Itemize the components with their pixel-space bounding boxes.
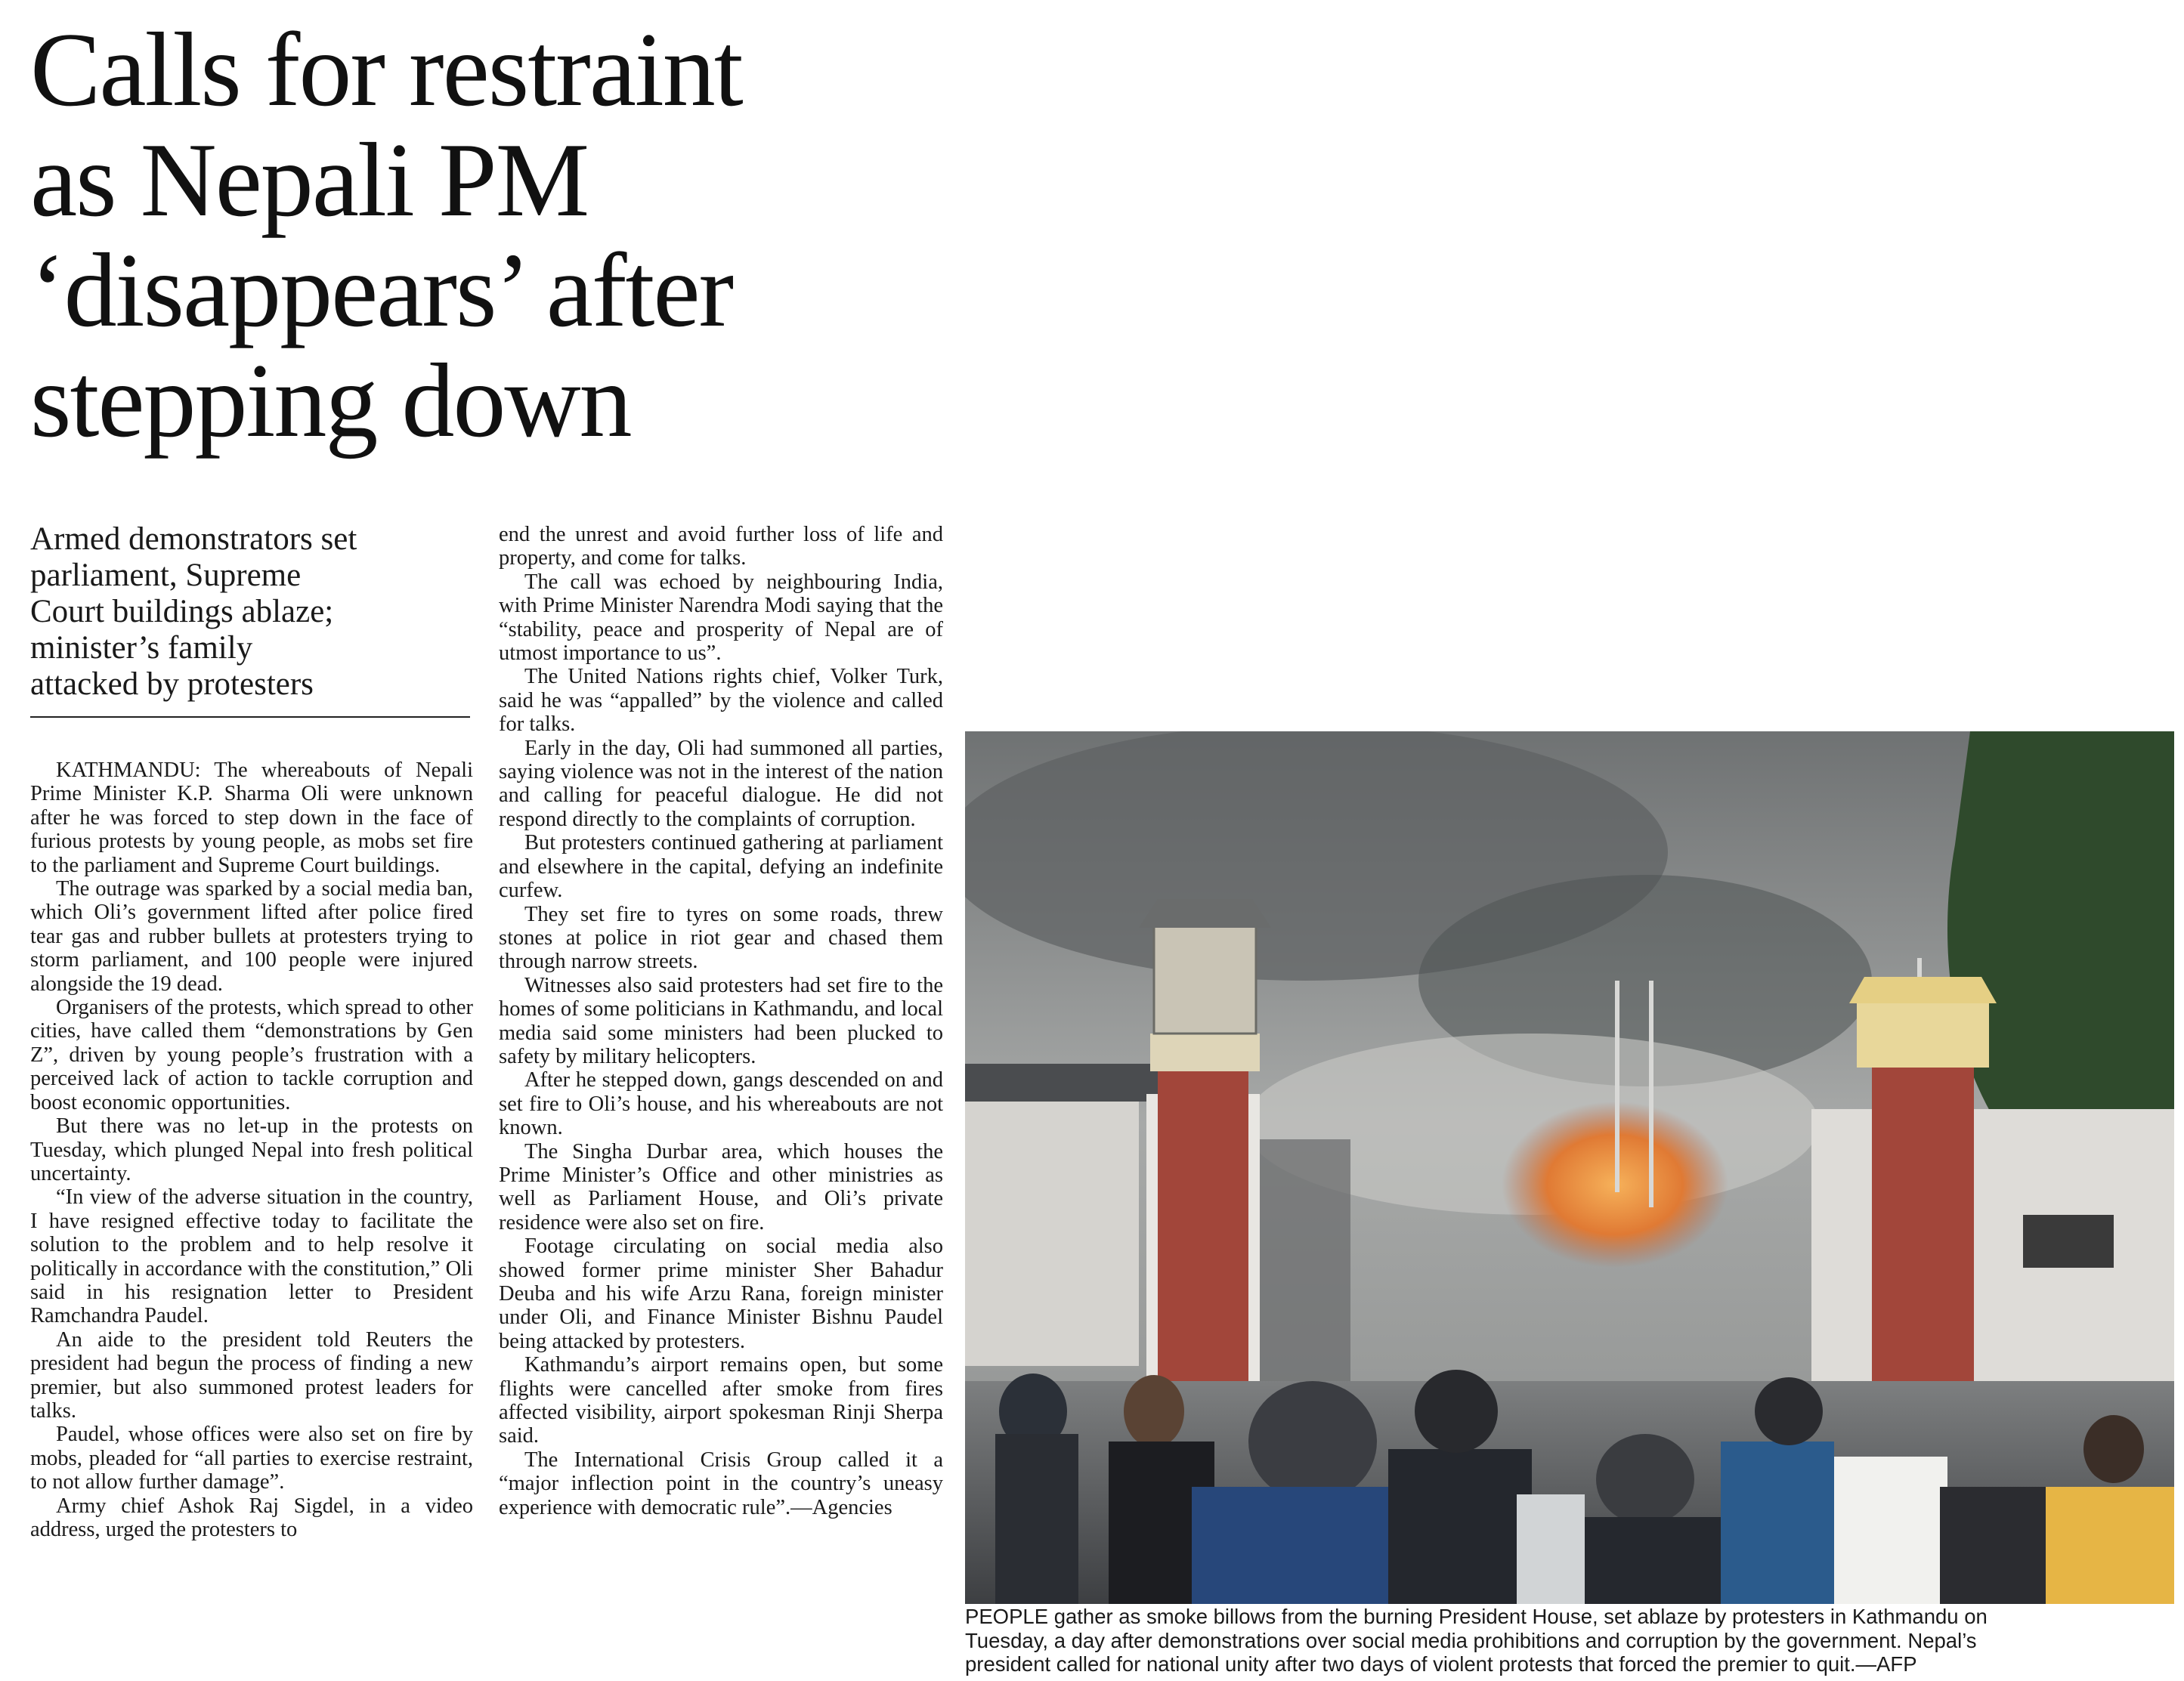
- news-photo: [965, 731, 2174, 1604]
- subheadline-deck: [30, 521, 470, 718]
- paragraph: They set fire to tyres on some roads, threw stones at police in riot gear and chased them through narrow streets.: [499, 902, 943, 974]
- body-column-1: [30, 759, 473, 1541]
- right-tower-crown: [1849, 977, 1997, 1003]
- paragraph: After he stepped down, gangs descended on and set fire to Oli’s house, and his whereabouts are not known.: [499, 1068, 943, 1140]
- left-gate: [1260, 1139, 1350, 1411]
- plaque: [2023, 1215, 2114, 1268]
- paragraph: Witnesses also said protesters had set fire to the homes of some politicians in Kathmandu, and local media said some ministers had been plucked to safety by military helicopters.: [499, 973, 943, 1068]
- deck-line: minister’s family: [30, 630, 253, 666]
- left-tower-collar: [1150, 1034, 1260, 1071]
- left-wall: [965, 1079, 1139, 1366]
- headline-line: ‘disappears’ after: [30, 232, 733, 349]
- paragraph: But protesters continued gathering at parliament and elsewhere in the capital, defying an indefinite curfew.: [499, 831, 943, 903]
- paragraph-continued: end the unrest and avoid further loss of life and property, and come for talks.: [499, 523, 943, 570]
- headline-line: stepping down: [30, 342, 631, 459]
- left-roof: [965, 1064, 1162, 1102]
- headline-line: Calls for restraint: [30, 11, 742, 128]
- deck-line: attacked by protesters: [30, 666, 314, 702]
- left-tower-roof: [1139, 899, 1271, 928]
- left-tower-cabin: [1154, 920, 1256, 1034]
- headline: [30, 11, 937, 459]
- flagpole: [1649, 981, 1653, 1207]
- paragraph: Paudel, whose offices were also set on fire by mobs, pleaded for “all parties to exercise restraint, to not allow further damage”.: [30, 1423, 473, 1494]
- paragraph: An aide to the president told Reuters the president had begun the process of finding a new premier, but also summoned protest leaders for talks.: [30, 1327, 473, 1423]
- paragraph: KATHMANDU: The whereabouts of Nepali Prime Minister K.P. Sharma Oli were unknown after he was forced to step down in the face of furious protests by young people, as mobs set fire to the parliament and Supreme Court buildings.: [30, 759, 473, 877]
- deck-line: Armed demonstrators set: [30, 521, 357, 557]
- body-column-2: [499, 523, 943, 1519]
- paragraph: Kathmandu’s airport remains open, but some flights were cancelled after smoke from fires affected visibility, airport spokesman Rinji Sherpa said.: [499, 1353, 943, 1448]
- paragraph: The United Nations rights chief, Volker Turk, said he was “appalled” by the violence and called for talks.: [499, 665, 943, 737]
- flagpole: [1615, 981, 1619, 1192]
- paragraph: But there was no let-up in the protests on Tuesday, which plunged Nepal into fresh political uncertainty.: [30, 1114, 473, 1185]
- right-tower-body: [1872, 1064, 1974, 1419]
- paragraph: Footage circulating on social media also showed former prime minister Sher Bahadur Deuba and his wife Arzu Rana, foreign minister under Oli, and Finance Minister Bishnu Paudel being attacked by protesters.: [499, 1234, 943, 1353]
- right-wall: [1811, 1109, 2174, 1381]
- paragraph: Organisers of the protests, which spread to other cities, have called them “demonstrations by Gen Z”, driven by young people’s frustration with a perceived lack of action to tackle corruption and boost economic opportunities.: [30, 996, 473, 1114]
- photo-caption: [965, 1605, 2174, 1676]
- paragraph: The Singha Durbar area, which houses the Prime Minister’s Office and other ministries as well as Parliament House, and Oli’s private residence were also set on fire.: [499, 1139, 943, 1234]
- paragraph: Army chief Ashok Raj Sigdel, in a video address, urged the protesters to: [30, 1494, 473, 1541]
- caption-line: president called for national unity after two days of violent protests that forced the premier to quit.—AFP: [965, 1652, 1917, 1676]
- caption-line: PEOPLE gather as smoke billows from the burning President House, set ablaze by protesters in Kathmandu on: [965, 1605, 1988, 1628]
- left-tower-body: [1158, 1056, 1248, 1411]
- right-tower-collar: [1857, 996, 1989, 1068]
- deck-line: parliament, Supreme: [30, 558, 302, 593]
- paragraph: Early in the day, Oli had summoned all parties, saying violence was not in the interest of the nation and calling for peaceful dialogue. He did not respond directly to the complaints of corruption.: [499, 736, 943, 831]
- paragraph: “In view of the adverse situation in the country, I have resigned effective today to facilitate the solution to the problem and to help resolve it politically in accordance with the constitution,” Oli said in his resignation letter to President Ramchandra Paudel.: [30, 1185, 473, 1328]
- headline-line: as Nepali PM: [30, 122, 589, 239]
- deck-line: Court buildings ablaze;: [30, 594, 334, 629]
- paragraph: The call was echoed by neighbouring India, with Prime Minister Narendra Modi saying that the “stability, peace and prosperity of Nepal are of utmost importance to us”.: [499, 570, 943, 666]
- paragraph: The outrage was sparked by a social media ban, which Oli’s government lifted after police fired tear gas and rubber bullets at protesters trying to storm parliament, and 100 people were injured alongside the 19 dead.: [30, 877, 473, 996]
- caption-line: Tuesday, a day after demonstrations over social media prohibitions and corruption by the government. Nepal’s: [965, 1628, 1977, 1652]
- paragraph: The International Crisis Group called it a “major inflection point in the country’s uneasy experience with democratic rule”.—Agencies: [499, 1448, 943, 1519]
